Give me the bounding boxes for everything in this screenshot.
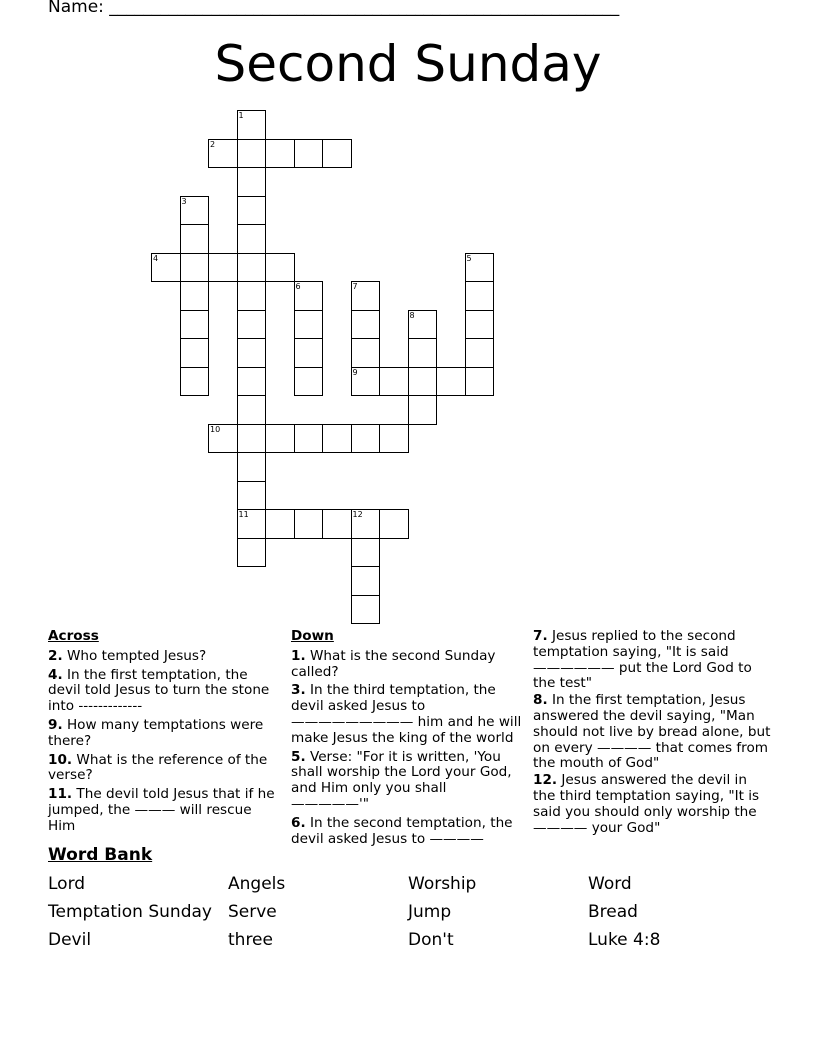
grid-cell[interactable] (265, 253, 295, 283)
grid-cell[interactable] (294, 509, 324, 539)
grid-cell[interactable] (180, 310, 210, 340)
across-clue: 11. The devil told Jesus that if he jumped, the ——— will rescue Him (48, 786, 275, 834)
word-bank-word: Temptation Sunday (48, 902, 212, 922)
grid-cell[interactable] (265, 424, 295, 454)
grid-cell[interactable] (294, 367, 324, 397)
word-bank-word: Angels (228, 874, 286, 894)
grid-cell[interactable] (322, 509, 352, 539)
grid-cell[interactable] (408, 310, 438, 340)
grid-cell[interactable] (237, 139, 267, 169)
grid-cell[interactable] (237, 281, 267, 311)
grid-cell[interactable] (180, 281, 210, 311)
across-clues (48, 629, 280, 838)
grid-cell[interactable] (237, 367, 267, 397)
grid-cell[interactable] (322, 424, 352, 454)
grid-cell[interactable] (351, 538, 381, 568)
down-clue: 8. In the first temptation, Jesus answered the devil saying, "Man should not live by bread alone, but on every ———— that comes from the mouth of God" (533, 692, 771, 772)
grid-cell[interactable] (465, 338, 495, 368)
grid-cell[interactable] (237, 196, 267, 226)
grid-cell[interactable] (208, 139, 238, 169)
word-bank-word: Devil (48, 930, 92, 950)
clue-number: 5 (466, 253, 472, 263)
grid-cell[interactable] (237, 481, 267, 511)
grid-cell[interactable] (265, 509, 295, 539)
grid-cell[interactable] (294, 424, 324, 454)
across-clue: 10. What is the reference of the verse? (48, 751, 268, 784)
clue-number: 7 (352, 282, 358, 291)
grid-cell[interactable] (465, 253, 495, 283)
grid-cell[interactable] (351, 595, 381, 625)
word-bank-word: Word (588, 874, 632, 894)
grid-cell[interactable] (294, 281, 324, 311)
clue-number: 6 (295, 282, 301, 291)
grid-cell[interactable] (237, 253, 267, 283)
down-clue: 12. Jesus answered the devil in the third temptation saying, "It is said you should only worship the ———— your God" (533, 772, 760, 836)
grid-cell[interactable] (465, 281, 495, 311)
grid-cell[interactable] (237, 452, 267, 482)
across-heading: Across (48, 628, 99, 644)
word-bank-word: three (228, 930, 273, 950)
grid-cell[interactable] (465, 367, 495, 397)
clue-number: 3 (181, 196, 187, 206)
clue-number: 9 (352, 367, 358, 377)
grid-cell[interactable] (465, 310, 495, 340)
grid-cell[interactable] (351, 310, 381, 340)
grid-cell[interactable] (379, 509, 409, 539)
clue-number: 8 (409, 310, 415, 320)
grid-cell[interactable] (379, 424, 409, 454)
down-clue: 6. In the second temptation, the devil asked Jesus to ———— (291, 814, 513, 847)
down-heading: Down (291, 628, 334, 644)
grid-cell[interactable] (351, 367, 381, 397)
grid-cell[interactable] (237, 538, 267, 568)
grid-cell[interactable] (408, 338, 438, 368)
down-clues-continued (533, 629, 773, 837)
down-clue: 3. In the third temptation, the devil asked Jesus to ————————— him and he will make Jesus the king of the world (291, 682, 522, 746)
word-bank-word: Lord (48, 874, 86, 894)
clue-number: 2 (210, 139, 216, 149)
clue-number: 10 (210, 424, 221, 434)
across-clue: 2. Who tempted Jesus? (48, 647, 207, 664)
grid-cell[interactable] (294, 310, 324, 340)
grid-cell[interactable] (180, 253, 210, 283)
grid-cell[interactable] (237, 167, 267, 197)
grid-cell[interactable] (351, 566, 381, 596)
grid-cell[interactable] (208, 253, 238, 283)
grid-cell[interactable] (294, 338, 324, 368)
grid-cell[interactable] (408, 367, 438, 397)
grid-cell[interactable] (351, 509, 381, 539)
grid-cell[interactable] (294, 139, 324, 169)
grid-cell[interactable] (408, 395, 438, 425)
grid-cell[interactable] (237, 424, 267, 454)
word-bank-word: Worship (408, 874, 477, 894)
down-clue: 5. Verse: "For it is written, 'You shall worship the Lord your God, and Him only you shall —————'" (291, 748, 512, 812)
down-clue: 7. Jesus replied to the second temptation saying, "It is said —————— put the Lord God to the test" (533, 628, 752, 692)
grid-cell[interactable] (237, 110, 267, 140)
word-bank-title: Word Bank (48, 845, 153, 865)
puzzle-title: Second Sunday (214, 35, 602, 93)
word-bank-word: Luke 4:8 (588, 930, 661, 950)
word-bank-word: Don't (408, 930, 454, 950)
grid-cell[interactable] (237, 395, 267, 425)
grid-cell[interactable] (265, 139, 295, 169)
word-bank-word: Bread (588, 902, 638, 922)
down-clue: 1. What is the second Sunday called? (291, 647, 496, 680)
grid-cell[interactable] (180, 338, 210, 368)
clue-number: 11 (238, 510, 249, 519)
grid-cell[interactable] (237, 509, 267, 539)
name-field-label: Name: ____________________________________________________________ (48, 0, 620, 17)
grid-cell[interactable] (237, 310, 267, 340)
clue-number: 4 (153, 253, 159, 263)
grid-cell[interactable] (351, 281, 381, 311)
across-clue: 4. In the first temptation, the devil told Jesus to turn the stone into ------------- (48, 666, 270, 715)
across-clue: 9. How many temptations were there? (48, 716, 264, 749)
grid-cell[interactable] (180, 224, 210, 254)
word-bank-word: Jump (408, 902, 452, 922)
grid-cell[interactable] (208, 424, 238, 454)
grid-cell[interactable] (151, 253, 181, 283)
grid-cell[interactable] (237, 338, 267, 368)
grid-cell[interactable] (180, 196, 210, 226)
grid-cell[interactable] (322, 139, 352, 169)
grid-cell[interactable] (180, 367, 210, 397)
grid-cell[interactable] (379, 367, 409, 397)
grid-cell[interactable] (351, 338, 381, 368)
grid-cell[interactable] (351, 424, 381, 454)
word-bank-word: Serve (228, 902, 277, 922)
grid-cell[interactable] (237, 224, 267, 254)
grid-cell[interactable] (436, 367, 466, 397)
clue-number: 1 (238, 111, 244, 120)
down-clues (291, 629, 523, 850)
clue-number: 12 (352, 510, 363, 519)
